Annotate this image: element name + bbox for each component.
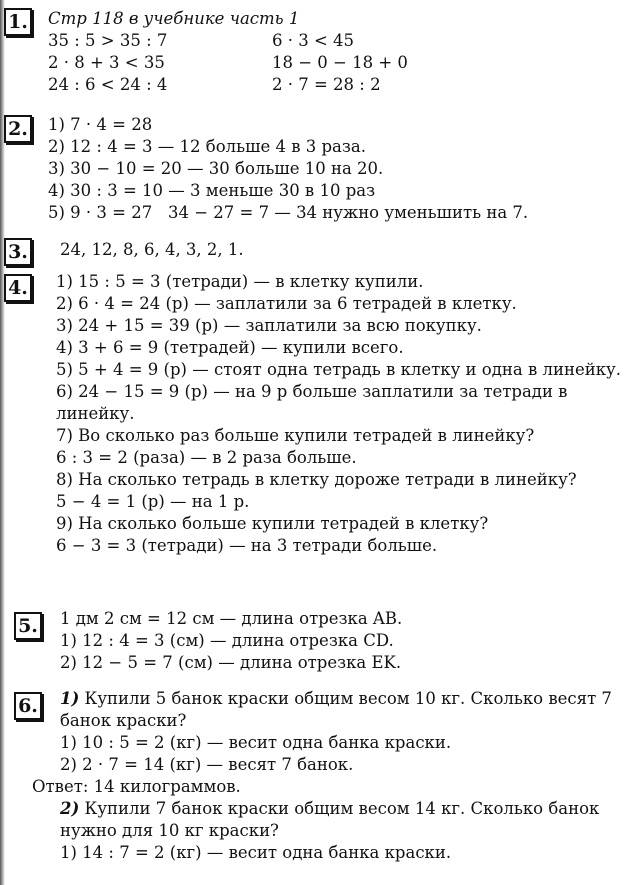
task-number-5: 5. bbox=[14, 612, 42, 640]
solution-line: 2) 6 · 4 = 24 (р) — заплатили за 6 тетрадей в клетку. bbox=[56, 294, 517, 313]
solution-line: 5) 5 + 4 = 9 (р) — стоят одна тетрадь в клетку и одна в линейку. bbox=[56, 360, 621, 379]
task-1-statement bbox=[60, 688, 620, 732]
solution-line: 1) 12 : 4 = 3 (см) — длина отрезка CD. bbox=[60, 631, 394, 650]
task-1-text: Купили 5 банок краски общим весом 10 кг. Сколько весят 7 банок краски? bbox=[60, 689, 612, 730]
solution-line: 1) 15 : 5 = 3 (тетради) — в клетку купили. bbox=[56, 272, 424, 291]
comparison-line: 24 : 6 < 24 : 4 bbox=[48, 75, 168, 94]
task-number-2: 2. bbox=[4, 115, 32, 143]
task-2-marker: 2) bbox=[60, 799, 80, 818]
sequence-line: 24, 12, 8, 6, 4, 3, 2, 1. bbox=[60, 240, 244, 259]
section-1-heading: Стр 118 в учебнике часть 1 bbox=[48, 9, 300, 28]
task-1-marker: 1) bbox=[60, 689, 80, 708]
solution-line: 6 : 3 = 2 (раза) — в 2 раза больше. bbox=[56, 448, 357, 467]
task-number-1: 1. bbox=[4, 8, 32, 36]
solution-line: 6) 24 − 15 = 9 (р) — на 9 р больше заплатили за тетради в линейку. bbox=[56, 382, 568, 423]
solution-line: 1 дм 2 см = 12 см — длина отрезка AB. bbox=[60, 609, 403, 628]
comparison-line: 2 · 7 = 28 : 2 bbox=[272, 75, 381, 94]
solution-line: 1) 7 · 4 = 28 bbox=[48, 115, 153, 134]
solution-line: 2) 12 − 5 = 7 (см) — длина отрезка EK. bbox=[60, 653, 402, 672]
section-1-left-column bbox=[48, 30, 167, 96]
section-1-right-column bbox=[272, 30, 408, 96]
answer-line: Ответ: 14 килограммов. bbox=[32, 777, 241, 796]
section-2 bbox=[48, 114, 528, 224]
solution-line: 2) 12 : 4 = 3 — 12 больше 4 в 3 раза. bbox=[48, 137, 366, 156]
task-number-4: 4. bbox=[4, 274, 32, 302]
section-3 bbox=[60, 239, 244, 261]
comparison-line: 6 · 3 < 45 bbox=[272, 31, 355, 50]
comparison-line: 2 · 8 + 3 < 35 bbox=[48, 53, 165, 72]
section-6 bbox=[32, 688, 620, 864]
comparison-line: 18 − 0 − 18 + 0 bbox=[272, 53, 408, 72]
solution-line: 6 − 3 = 3 (тетради) — на 3 тетради больше. bbox=[56, 536, 438, 555]
solution-line: 5) 9 · 3 = 27 34 − 27 = 7 — 34 нужно уменьшить на 7. bbox=[48, 203, 529, 222]
solution-line: 4) 3 + 6 = 9 (тетрадей) — купили всего. bbox=[56, 338, 404, 357]
task-number-6: 6. bbox=[14, 692, 42, 720]
solution-line: 1) 14 : 7 = 2 (кг) — весит одна банка краски. bbox=[60, 843, 452, 862]
solution-line: 4) 30 : 3 = 10 — 3 меньше 30 в 10 раз bbox=[48, 181, 376, 200]
solution-line: 7) Во сколько раз больше купили тетрадей в линейку? bbox=[56, 426, 535, 445]
section-1 bbox=[48, 8, 408, 96]
section-4 bbox=[56, 271, 628, 557]
solution-line: 2) 2 · 7 = 14 (кг) — весят 7 банок. bbox=[60, 755, 354, 774]
task-number-3: 3. bbox=[4, 238, 32, 266]
section-5 bbox=[60, 608, 402, 674]
solution-line: 3) 24 + 15 = 39 (р) — заплатили за всю покупку. bbox=[56, 316, 482, 335]
solution-line: 5 − 4 = 1 (р) — на 1 р. bbox=[56, 492, 250, 511]
task-2-statement bbox=[60, 798, 620, 842]
solution-line: 8) На сколько тетрадь в клетку дороже тетради в линейку? bbox=[56, 470, 577, 489]
solution-line: 3) 30 − 10 = 20 — 30 больше 10 на 20. bbox=[48, 159, 384, 178]
comparison-line: 35 : 5 > 35 : 7 bbox=[48, 31, 168, 50]
solution-line: 1) 10 : 5 = 2 (кг) — весит одна банка краски. bbox=[60, 733, 452, 752]
solution-line: 9) На сколько больше купили тетрадей в клетку? bbox=[56, 514, 489, 533]
task-2-text: Купили 7 банок краски общим весом 14 кг. Сколько банок нужно для 10 кг краски? bbox=[60, 799, 600, 840]
